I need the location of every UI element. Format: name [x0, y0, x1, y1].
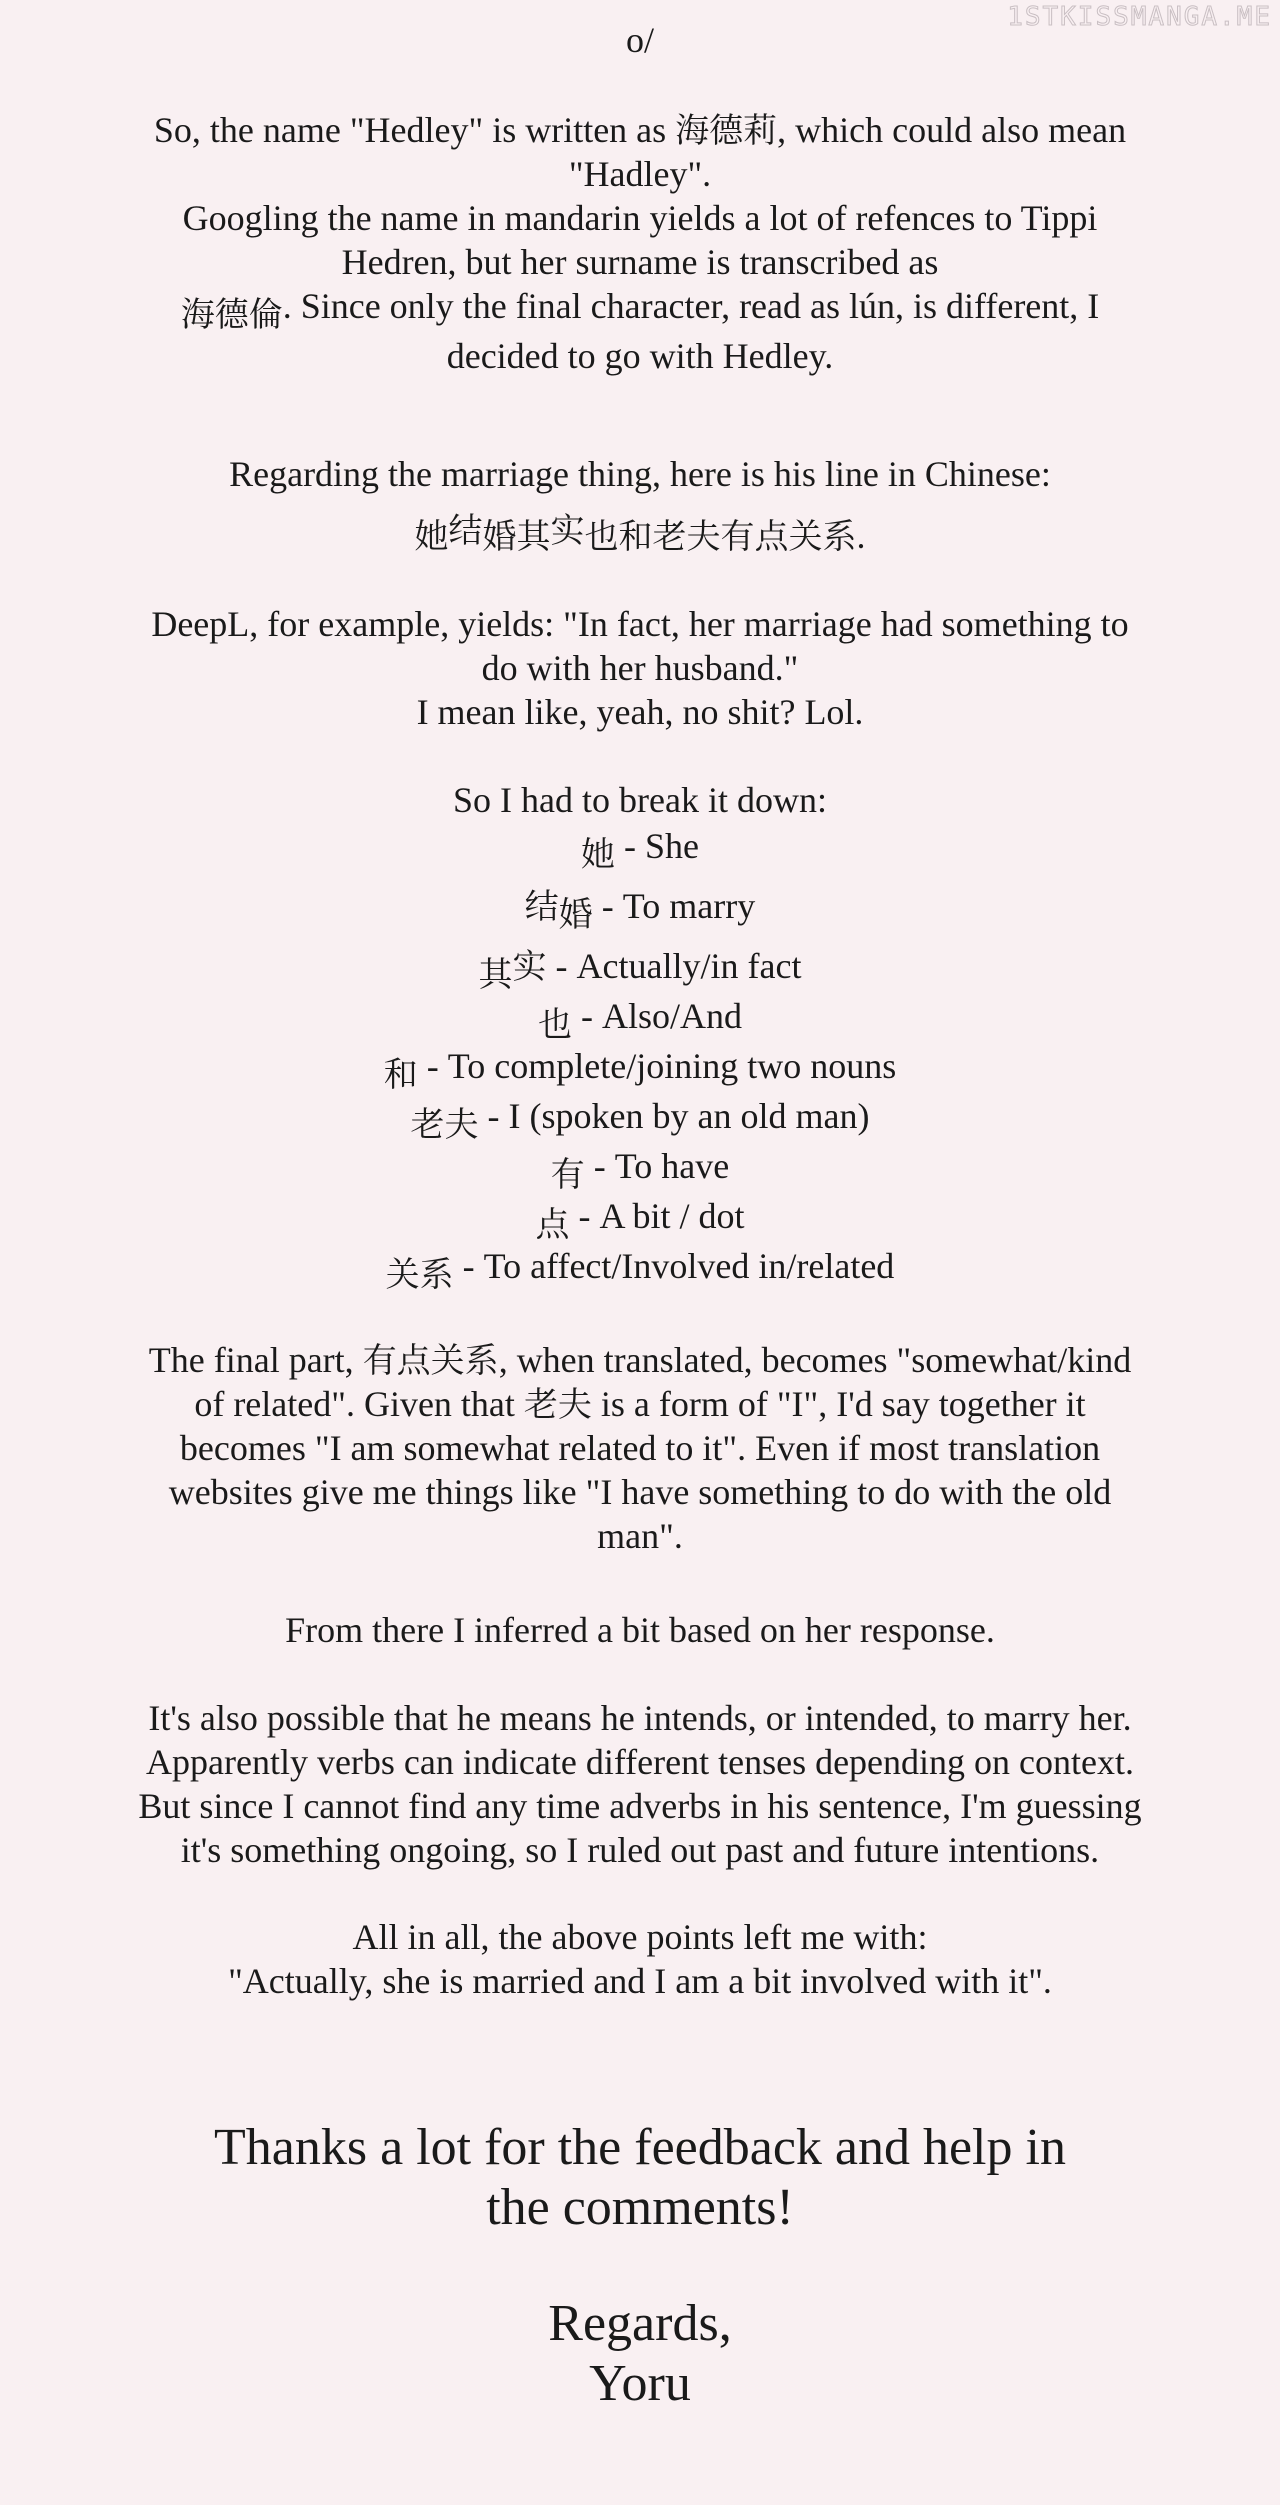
signoff-name: Yoru [589, 2355, 691, 2412]
name-line-1 [0, 108, 1280, 153]
thanks-line-2: the comments! [486, 2179, 794, 2236]
chinese-text: 婚其 [482, 517, 551, 557]
deepl-line-2: do with her husband." [481, 648, 799, 688]
deepl-line-1: DeepL, for example, yields: "In fact, her marriage had something to [151, 604, 1129, 644]
text-span: - Also/And [572, 996, 742, 1036]
signoff-regards: Regards, [548, 2295, 732, 2352]
chinese-text: 海德莉 [675, 111, 778, 151]
thanks-line-1: Thanks a lot for the feedback and help in [214, 2119, 1066, 2176]
final-part-line-3: becomes "I am somewhat related to it". Even if most translation [179, 1428, 1101, 1468]
deepl-line-3: I mean like, yeah, no shit? Lol. [416, 692, 864, 732]
chinese-text: 结 [448, 511, 483, 551]
chinese-text: 和 [383, 1055, 418, 1095]
text-span: - To marry [592, 886, 756, 926]
breakdown-item [0, 824, 1280, 875]
name-line-4: Hedren, but her surname is transcribed as [341, 242, 939, 282]
text-span: - She [615, 826, 699, 866]
chinese-text: 她 [414, 517, 449, 557]
greeting-line: o/ [625, 20, 654, 60]
chinese-text: 实 [512, 947, 547, 987]
name-line-5 [0, 284, 1280, 335]
final-part-line-2 [0, 1382, 1280, 1427]
breakdown-item [0, 1144, 1280, 1195]
chinese-text: 其 [478, 955, 513, 995]
text-span: , which could also mean [777, 110, 1127, 150]
summary-line-1: All in all, the above points left me with: [352, 1917, 928, 1957]
text-span: - I (spoken by an old man) [478, 1096, 870, 1136]
text-span: - To affect/Involved in/related [453, 1246, 895, 1286]
chinese-text: 老夫 [523, 1385, 592, 1425]
text-span: of related". Given that [194, 1384, 524, 1424]
breakdown-item [0, 1194, 1280, 1245]
chinese-text: 点 [535, 1205, 570, 1245]
site-watermark: 1STKISSMANGA.ME [1007, 2, 1272, 32]
final-part-line-5: man". [597, 1516, 683, 1556]
summary-line-2: "Actually, she is married and I am a bit involved with it". [228, 1961, 1052, 2001]
text-span: - To have [584, 1146, 730, 1186]
final-part-line-1 [0, 1338, 1280, 1383]
chinese-text: 老夫 [410, 1105, 479, 1145]
text-span: So, the name "Hedley" is written as [153, 110, 676, 150]
name-line-6: decided to go with Hedley. [446, 336, 834, 376]
chinese-text: 也 [538, 1005, 572, 1045]
tense-line-1: It's also possible that he means he intends, or intended, to marry her. [148, 1698, 1132, 1738]
text-span: - Actually/in fact [546, 946, 802, 986]
text-span: The final part, [148, 1340, 363, 1380]
tense-line-2: Apparently verbs can indicate different tenses depending on context. [146, 1742, 1134, 1782]
chinese-text: 实 [550, 511, 585, 551]
text-span: - To complete/joining two nouns [417, 1046, 897, 1086]
inference-line: From there I inferred a bit based on her response. [285, 1610, 995, 1650]
chinese-text: 也和老夫有点关系 [584, 517, 857, 557]
breakdown-item [0, 1044, 1280, 1095]
name-line-3: Googling the name in mandarin yields a lot of refences to Tippi [182, 198, 1098, 238]
chinese-text: 有 [550, 1155, 585, 1195]
text-span: . Since only the final character, read as lún, is different, I [282, 286, 1100, 326]
chinese-sentence-line [0, 511, 1280, 559]
breakdown-item [0, 994, 1280, 1045]
breakdown-item [0, 884, 1280, 935]
chinese-text: 她 [581, 835, 615, 875]
chinese-text: 关系 [385, 1255, 454, 1295]
text-span: is a form of "I", I'd say together it [591, 1384, 1086, 1424]
breakdown-item [0, 944, 1280, 995]
breakdown-item [0, 1244, 1280, 1295]
tense-line-4: it's something ongoing, so I ruled out past and future intentions. [180, 1830, 1100, 1870]
name-line-2: "Hadley". [568, 154, 712, 194]
chinese-text: 婚 [558, 895, 593, 935]
chinese-text: 海德倫 [180, 295, 283, 335]
tense-line-3: But since I cannot find any time adverbs in his sentence, I'm guessing [138, 1786, 1142, 1826]
chinese-text: 有点关系 [362, 1341, 499, 1381]
chinese-text: 结 [524, 887, 559, 927]
marriage-intro-line: Regarding the marriage thing, here is his line in Chinese: [229, 454, 1051, 494]
text-span: , when translated, becomes "somewhat/kind [498, 1340, 1132, 1380]
breakdown-item [0, 1094, 1280, 1145]
final-part-line-4: websites give me things like "I have something to do with the old [168, 1472, 1112, 1512]
text-span: - A bit / dot [569, 1196, 745, 1236]
breakdown-intro: So I had to break it down: [453, 780, 827, 820]
text-span: . [856, 516, 866, 556]
